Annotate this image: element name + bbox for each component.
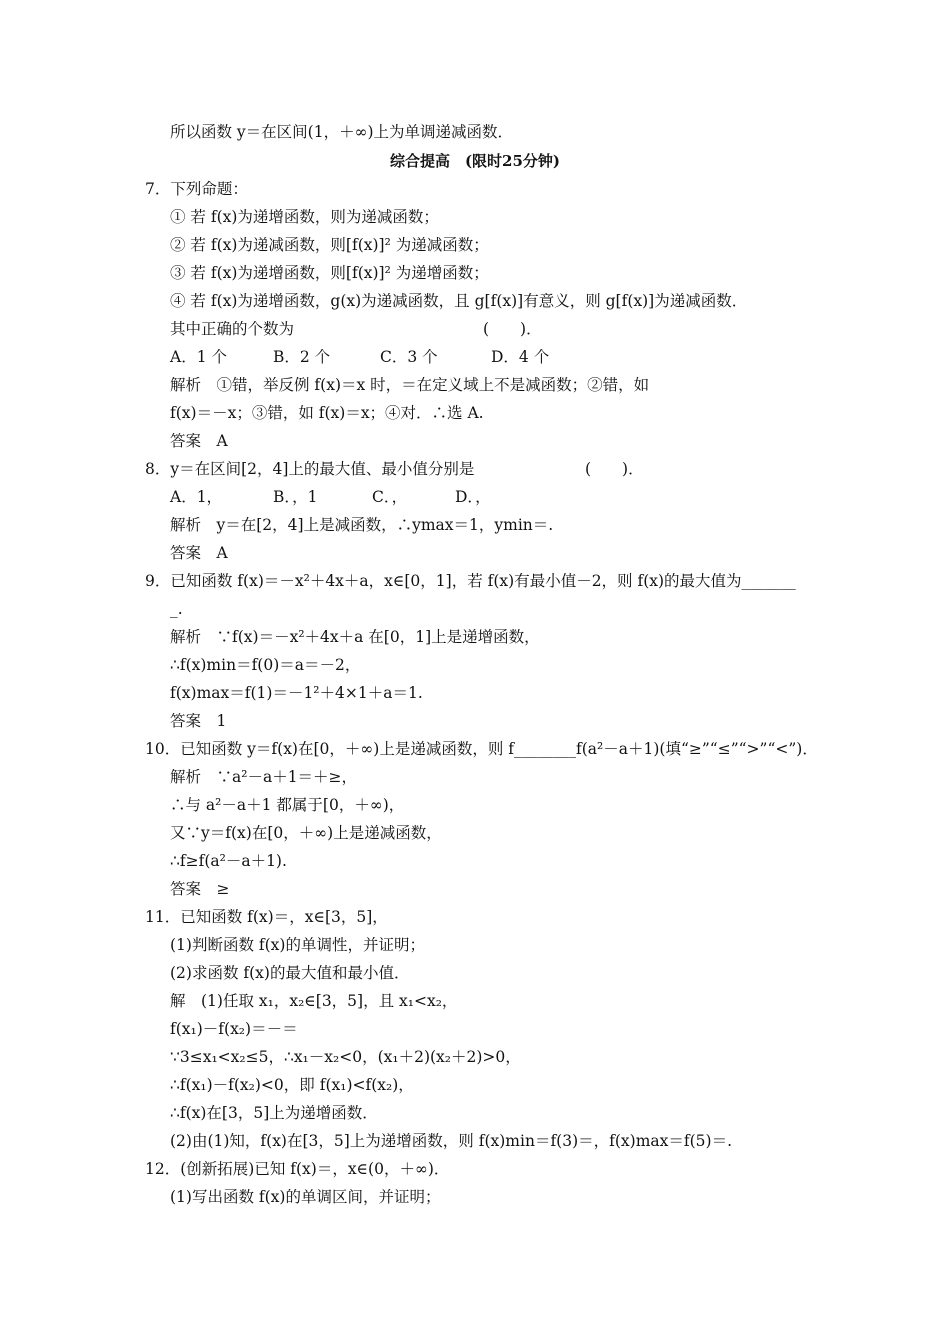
- q8-option-b: B．，1: [273, 488, 318, 506]
- q7-answer: 答案 A: [170, 432, 228, 450]
- q7-option-d: D．4 个: [491, 348, 550, 366]
- question-10: 10．已知函数 y＝f(x)在[0，＋∞)上是递减函数，则 f________f(a²－a＋1)(填“≥”“≤”“>”“<”)．: [145, 740, 818, 758]
- section-heading: 综合提高 (限时25分钟): [389, 152, 561, 170]
- q11-solution-6: (2)由(1)知，f(x)在[3，5]上为递增函数，则 f(x)min＝f(3)＝，f(x)max＝f(5)＝.: [170, 1132, 733, 1150]
- q11-part-2: (2)求函数 f(x)的最大值和最小值．: [170, 964, 410, 982]
- q11-solution-3: ∵3≤x₁<x₂≤5，∴x₁－x₂<0，(x₁＋2)(x₂＋2)>0，: [170, 1048, 521, 1066]
- conclusion-line: 所以函数 y＝在区间(1，＋∞)上为单调递减函数．: [170, 123, 514, 141]
- q7-item-1: ① 若 f(x)为递增函数，则为递减函数；: [170, 208, 439, 226]
- question-8: 8．y＝在区间[2，4]上的最大值、最小值分别是: [145, 460, 475, 478]
- q7-option-a: A．1 个: [170, 348, 227, 366]
- q10-analysis-4: ∴f≥f(a²－a＋1).: [170, 852, 287, 870]
- q9-analysis-1: 解析 ∵f(x)＝－x²＋4x＋a 在[0，1]上是递增函数，: [170, 628, 540, 646]
- q7-analysis-1: 解析 ①错，举反例 f(x)＝x 时，＝在定义域上不是减函数；②错，如: [170, 376, 650, 394]
- q9-analysis-2: ∴f(x)min＝f(0)＝a＝－2，: [170, 656, 361, 674]
- question-12: 12．(创新拓展)已知 f(x)＝，x∈(0，＋∞)．: [145, 1160, 450, 1178]
- q10-answer: 答案 ≥: [170, 880, 230, 898]
- q12-part-1: (1)写出函数 f(x)的单调区间，并证明；: [170, 1188, 441, 1206]
- q8-analysis: 解析 y＝在[2，4]上是减函数，∴ymax＝1，ymin＝.: [170, 516, 554, 534]
- question-11: 11．已知函数 f(x)＝，x∈[3，5]，: [145, 908, 388, 926]
- q7-option-c: C．3 个: [380, 348, 438, 366]
- q8-answer-blank: ( )．: [585, 460, 644, 478]
- q7-option-b: B．2 个: [273, 348, 331, 366]
- q7-prompt: 其中正确的个数为: [170, 320, 295, 338]
- q10-analysis-2: ∴与 a²－a＋1 都属于[0，＋∞)，: [170, 796, 405, 814]
- q10-analysis-1: 解析 ∵a²－a＋1＝＋≥，: [170, 768, 358, 786]
- q11-solution-1: 解 (1)任取 x₁，x₂∈[3，5]，且 x₁<x₂，: [170, 992, 458, 1010]
- q7-analysis-2: f(x)＝－x；③错，如 f(x)＝x；④对．∴选 A.: [170, 404, 484, 422]
- q8-answer: 答案 A: [170, 544, 228, 562]
- question-7: 7．下列命题：: [145, 180, 248, 198]
- q8-option-c: C．，: [372, 488, 408, 506]
- q11-solution-4: ∴f(x₁)－f(x₂)<0，即 f(x₁)<f(x₂)，: [170, 1076, 414, 1094]
- q11-solution-5: ∴f(x)在[3，5]上为递增函数．: [170, 1104, 378, 1122]
- q11-part-1: (1)判断函数 f(x)的单调性，并证明；: [170, 936, 425, 954]
- q7-answer-blank: ( )．: [483, 320, 542, 338]
- q7-item-3: ③ 若 f(x)为递增函数，则[f(x)]² 为递增函数；: [170, 264, 489, 282]
- question-9: 9．已知函数 f(x)＝－x²＋4x＋a，x∈[0，1]，若 f(x)有最小值－2，则 f(x)的最大值为_______: [145, 572, 796, 590]
- q11-solution-2: f(x₁)－f(x₂)＝－＝: [170, 1020, 298, 1038]
- q7-item-2: ② 若 f(x)为递减函数，则[f(x)]² 为递减函数；: [170, 236, 489, 254]
- q7-item-4: ④ 若 f(x)为递增函数，g(x)为递减函数，且 g[f(x)]有意义，则 g[f(x)]为递减函数．: [170, 292, 748, 310]
- q10-analysis-3: 又∵y＝f(x)在[0，＋∞)上是递减函数，: [170, 824, 442, 842]
- q9-answer: 答案 1: [170, 712, 227, 730]
- q9-analysis-3: f(x)max＝f(1)＝－1²＋4×1＋a＝1.: [170, 684, 423, 702]
- q8-option-d: D．，: [455, 488, 491, 506]
- q8-option-a: A．1，: [170, 488, 223, 506]
- question-9-cont: _.: [170, 600, 183, 618]
